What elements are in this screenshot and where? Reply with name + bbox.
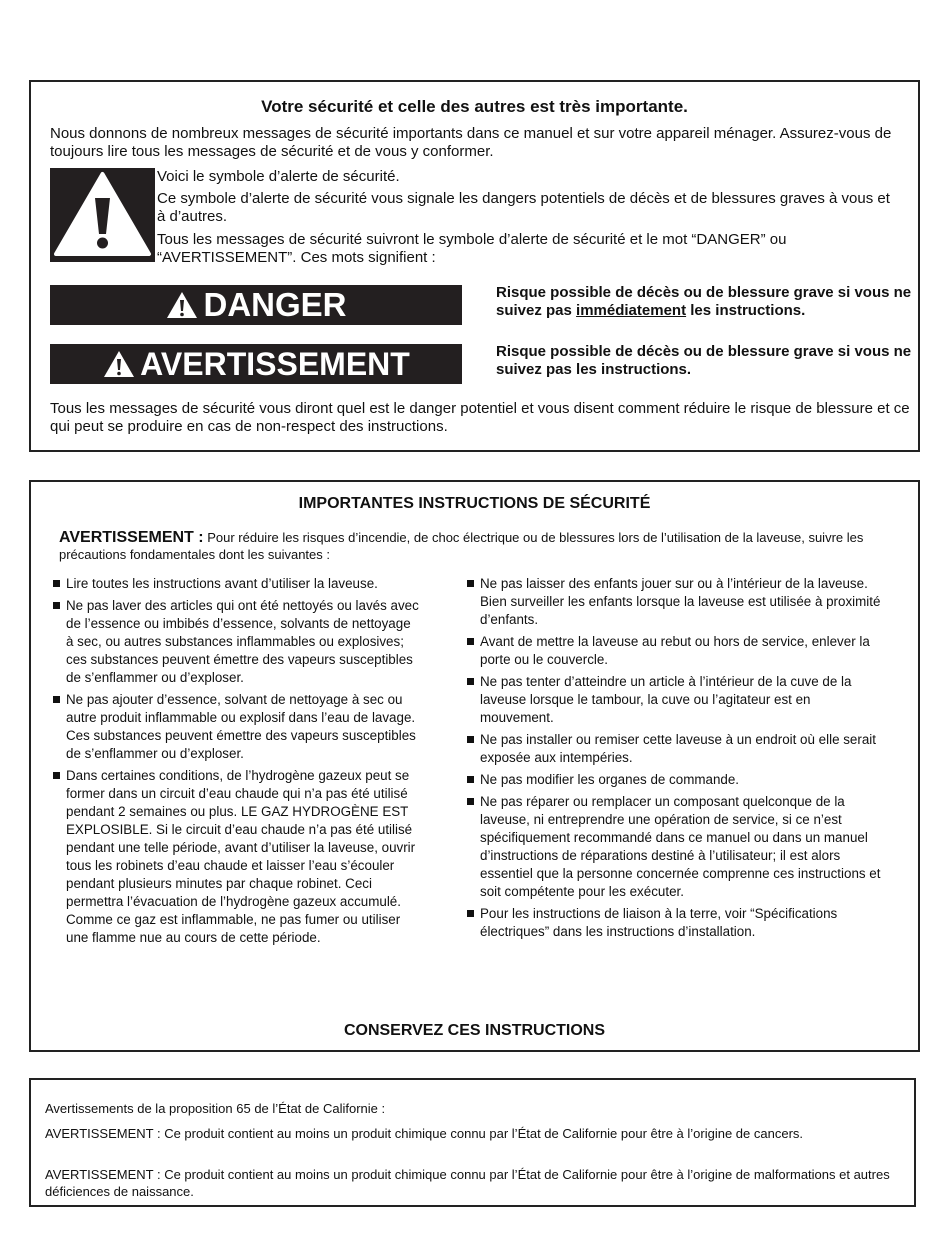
list-item: Ne pas modifier les organes de commande. <box>465 771 885 789</box>
alert-triangle-icon <box>102 349 136 379</box>
instructions-warning-label: AVERTISSEMENT : <box>59 529 204 546</box>
safety-title: Votre sécurité et celle des autres est très importante. <box>261 97 688 116</box>
symbol-text-3: Tous les messages de sécurité suivront le symbole d’alerte de sécurité et le mot “DANGER” ou “AVERTISSEMENT”. Ces mots signifient : <box>157 231 787 266</box>
safety-footer: Tous les messages de sécurité vous diront quel est le danger potentiel et vous disent comment réduire le risque de blessure et ce qui peut se produire en cas de non-respect des instructions. <box>50 400 910 435</box>
list-item: Lire toutes les instructions avant d’utiliser la laveuse. <box>51 575 421 593</box>
prop65-warning-cancer: AVERTISSEMENT : Ce produit contient au moins un produit chimique connu par l’État de Californie pour être à l’origine de cancers. <box>45 1126 804 1141</box>
prop65-heading: Avertissements de la proposition 65 de l’État de Californie : <box>45 1101 386 1116</box>
list-item: Ne pas tenter d’atteindre un article à l’intérieur de la cuve de la laveuse lorsque le tambour, la cuve ou l’agitateur est en mouvement. <box>465 673 885 727</box>
safety-message-box <box>29 80 920 452</box>
warning-triangle-icon <box>50 168 155 262</box>
immediately-emphasis: immédiatement <box>576 302 687 319</box>
list-item: Dans certaines conditions, de l’hydrogène gazeux peut se former dans un circuit d’eau chaude qui n’a pas été utilisé pendant 2 semaines ou plus. LE GAZ HYDROGÈNE EST EXPLOSIBLE. Si le circuit d’eau chaude n’a pas été utilisé pendant une telle période, avant d’utiliser la laveuse, ouvrir tous les robinets d’eau chaude et laisser l’eau s’écouler pendant plusieurs minutes par chaque robinet. Ceci permettra l’évacuation de l’hydrogène gazeux accumulé. Comme ce gaz est inflammable, ne pas fumer ou utiliser une flamme nue au cours de cette période. <box>51 767 421 947</box>
instructions-warning: AVERTISSEMENT : Pour réduire les risques d’incendie, de choc électrique ou de blessures lors de l’utilisation de la laveuse, suivre les précautions fondamentales dont les suivantes : <box>59 529 864 562</box>
symbol-text-1: Voici le symbole d’alerte de sécurité. <box>157 168 400 185</box>
instructions-title: IMPORTANTES INSTRUCTIONS DE SÉCURITÉ <box>298 495 651 512</box>
list-item: Ne pas réparer ou remplacer un composant quelconque de la laveuse, ni entreprendre une opération de service, si ce n’est spécifiquement recommandé dans ce manuel ou dans un manuel d’instructions de réparations destiné à l’utilisateur; il est alors essentiel que la personne concernée comprenne ces instructions et soit compétente pour les exécuter. <box>465 793 885 901</box>
danger-label: DANGER <box>203 286 347 323</box>
prop65-warning-birth-defects: AVERTISSEMENT : Ce produit contient au moins un produit chimique connu par l’État de Californie pour être à l’origine de malformations et autres déficiences de naissance. <box>45 1167 890 1199</box>
california-prop65-box <box>29 1078 916 1207</box>
warning-description: Risque possible de décès ou de blessure grave si vous ne suivez pas les instructions. <box>496 343 912 378</box>
danger-description: Risque possible de décès ou de blessure grave si vous ne suivez pas immédiatement les instructions. <box>496 284 912 319</box>
list-item: Pour les instructions de liaison à la terre, voir “Spécifications électriques” dans les instructions d’installation. <box>465 905 885 941</box>
list-item: Avant de mettre la laveuse au rebut ou hors de service, enlever la porte ou le couvercle. <box>465 633 885 669</box>
instructions-right-list <box>465 575 885 945</box>
danger-label-bar <box>50 285 462 325</box>
warning-label-bar <box>50 344 462 384</box>
list-item: Ne pas laver des articles qui ont été nettoyés ou lavés avec de l’essence ou imbibés d’essence, solvants de nettoyage à sec, ou autres substances inflammables ou explosives; ces substances peuvent émettre des vapeurs susceptibles de s’enflammer ou d’exploser. <box>51 597 421 687</box>
conserve-instructions: CONSERVEZ CES INSTRUCTIONS <box>343 1022 606 1039</box>
important-instructions-box <box>29 480 920 1052</box>
list-item: Ne pas laisser des enfants jouer sur ou à l’intérieur de la laveuse. Bien surveiller les enfants lorsque la laveuse est utilisée à proximité d’enfants. <box>465 575 885 629</box>
symbol-text-2: Ce symbole d’alerte de sécurité vous signale les dangers potentiels de décès et de blessures graves à vous et à d’autres. <box>157 190 890 225</box>
list-item: Ne pas installer ou remiser cette laveuse à un endroit où elle serait exposée aux intempéries. <box>465 731 885 767</box>
alert-triangle-icon <box>165 290 199 320</box>
safety-intro: Nous donnons de nombreux messages de sécurité importants dans ce manuel et sur votre appareil ménager. Assurez-vous de toujours lire tous les messages de sécurité et de vous y conformer. <box>50 125 892 160</box>
list-item: Ne pas ajouter d’essence, solvant de nettoyage à sec ou autre produit inflammable ou explosif dans l’eau de lavage. Ces substances peuvent émettre des vapeurs susceptibles de s’enflammer ou d’exploser. <box>51 691 421 763</box>
warning-label: AVERTISSEMENT <box>140 345 410 382</box>
instructions-left-list <box>51 575 421 951</box>
